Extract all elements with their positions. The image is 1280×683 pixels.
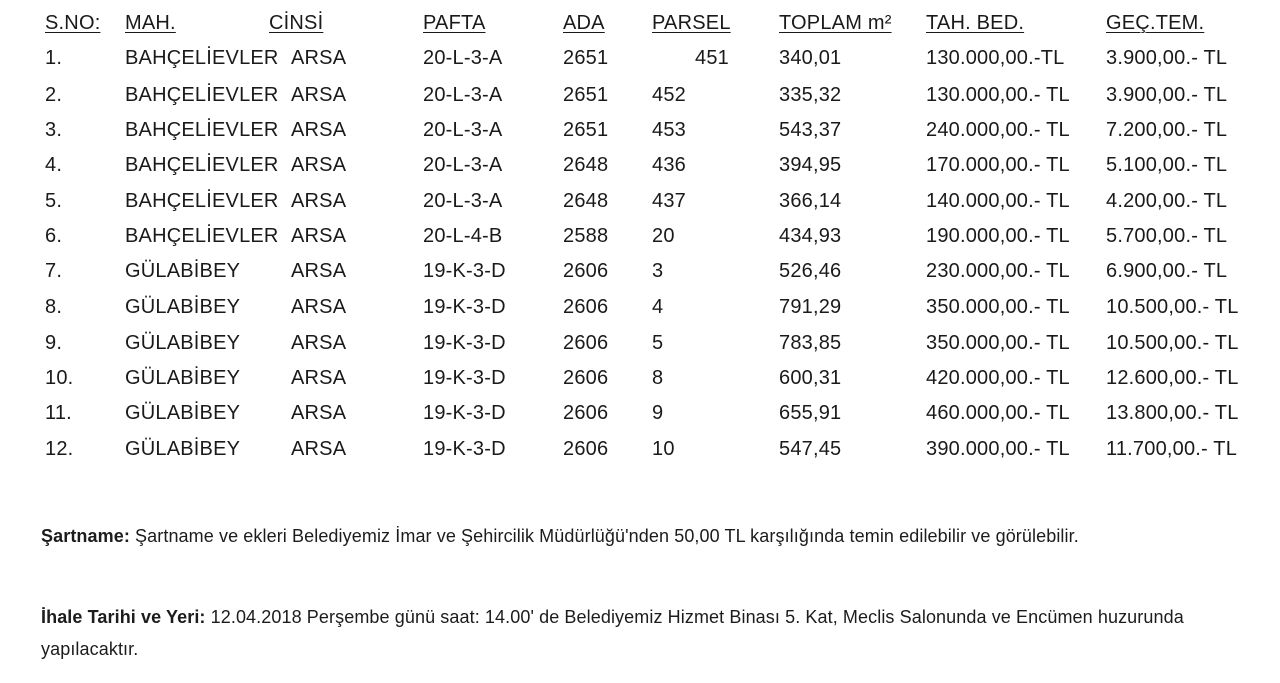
cell-gec-tem: 10.500,00.- TL <box>1106 332 1239 354</box>
cell-toplam: 600,31 <box>779 367 842 389</box>
cell-pafta: 20-L-4-B <box>423 225 503 247</box>
cell-toplam: 547,45 <box>779 438 842 460</box>
header-sno: S.NO: <box>45 12 101 34</box>
cell-tah-bed: 130.000,00.-TL <box>926 47 1065 69</box>
cell-mah: BAHÇELİEVLER <box>125 47 279 69</box>
cell-cinsi: ARSA <box>291 332 347 354</box>
cell-cinsi: ARSA <box>291 84 347 106</box>
cell-toplam: 783,85 <box>779 332 842 354</box>
cell-sno: 2. <box>45 84 63 106</box>
cell-parsel: 436 <box>652 154 686 176</box>
cell-toplam: 335,32 <box>779 84 842 106</box>
cell-toplam: 791,29 <box>779 296 842 318</box>
cell-parsel: 4 <box>652 296 664 318</box>
cell-ada: 2606 <box>563 367 609 389</box>
cell-sno: 3. <box>45 119 63 141</box>
cell-gec-tem: 11.700,00.- TL <box>1106 438 1238 460</box>
cell-mah: BAHÇELİEVLER <box>125 225 279 247</box>
sartname-label: Şartname: <box>41 526 130 546</box>
cell-ada: 2606 <box>563 296 609 318</box>
cell-sno: 12. <box>45 438 74 460</box>
ihale-label: İhale Tarihi ve Yeri: <box>41 607 206 627</box>
cell-cinsi: ARSA <box>291 296 347 318</box>
cell-sno: 1. <box>45 47 63 69</box>
header-cinsi: CİNSİ <box>269 12 324 34</box>
cell-gec-tem: 13.800,00.- TL <box>1106 402 1239 424</box>
table-header <box>0 6 1280 40</box>
cell-ada: 2648 <box>563 154 609 176</box>
cell-pafta: 19-K-3-D <box>423 402 506 424</box>
cell-parsel: 3 <box>652 260 664 282</box>
cell-toplam: 434,93 <box>779 225 842 247</box>
cell-sno: 5. <box>45 190 63 212</box>
cell-mah: BAHÇELİEVLER <box>125 84 279 106</box>
cell-pafta: 19-K-3-D <box>423 438 506 460</box>
cell-toplam: 366,14 <box>779 190 842 212</box>
cell-sno: 7. <box>45 260 63 282</box>
cell-ada: 2651 <box>563 119 609 141</box>
header-mah: MAH. <box>125 12 176 34</box>
cell-tah-bed: 350.000,00.- TL <box>926 296 1070 318</box>
table-row <box>0 113 1280 147</box>
cell-ada: 2648 <box>563 190 609 212</box>
ihale-paragraph <box>41 601 1231 665</box>
table-row <box>0 148 1280 182</box>
cell-mah: GÜLABİBEY <box>125 296 241 318</box>
header-pafta: PAFTA <box>423 12 486 34</box>
sartname-text: Şartname ve ekleri Belediyemiz İmar ve Şehircilik Müdürlüğü'nden 50,00 TL karşılığında temin edilebilir ve görülebilir. <box>129 526 1079 546</box>
cell-tah-bed: 240.000,00.- TL <box>926 119 1070 141</box>
cell-cinsi: ARSA <box>291 367 347 389</box>
cell-parsel: 5 <box>652 332 664 354</box>
cell-parsel: 10 <box>652 438 675 460</box>
cell-toplam: 340,01 <box>779 47 842 69</box>
cell-parsel: 20 <box>652 225 675 247</box>
cell-pafta: 20-L-3-A <box>423 154 503 176</box>
sartname-paragraph <box>41 520 1231 552</box>
cell-mah: GÜLABİBEY <box>125 402 241 424</box>
cell-gec-tem: 3.900,00.- TL <box>1106 84 1228 106</box>
cell-mah: GÜLABİBEY <box>125 260 241 282</box>
header-parsel: PARSEL <box>652 12 731 34</box>
cell-cinsi: ARSA <box>291 260 347 282</box>
cell-sno: 9. <box>45 332 63 354</box>
table-row <box>0 78 1280 112</box>
cell-gec-tem: 12.600,00.- TL <box>1106 367 1239 389</box>
cell-cinsi: ARSA <box>291 119 347 141</box>
header-tah-bed: TAH. BED. <box>926 12 1025 34</box>
cell-mah: BAHÇELİEVLER <box>125 190 279 212</box>
cell-mah: BAHÇELİEVLER <box>125 154 279 176</box>
cell-toplam: 394,95 <box>779 154 842 176</box>
cell-pafta: 19-K-3-D <box>423 367 506 389</box>
cell-ada: 2606 <box>563 260 609 282</box>
cell-pafta: 19-K-3-D <box>423 332 506 354</box>
cell-ada: 2651 <box>563 84 609 106</box>
cell-ada: 2651 <box>563 47 609 69</box>
cell-sno: 4. <box>45 154 63 176</box>
cell-cinsi: ARSA <box>291 225 347 247</box>
cell-tah-bed: 420.000,00.- TL <box>926 367 1070 389</box>
table-row <box>0 432 1280 466</box>
cell-gec-tem: 4.200,00.- TL <box>1106 190 1228 212</box>
cell-toplam: 543,37 <box>779 119 842 141</box>
cell-parsel: 452 <box>652 84 686 106</box>
cell-tah-bed: 460.000,00.- TL <box>926 402 1070 424</box>
cell-mah: BAHÇELİEVLER <box>125 119 279 141</box>
cell-sno: 10. <box>45 367 74 389</box>
cell-pafta: 19-K-3-D <box>423 260 506 282</box>
cell-ada: 2606 <box>563 402 609 424</box>
table-row <box>0 290 1280 324</box>
header-ada: ADA <box>563 12 605 34</box>
cell-parsel: 8 <box>652 367 664 389</box>
cell-mah: GÜLABİBEY <box>125 332 241 354</box>
cell-sno: 6. <box>45 225 63 247</box>
cell-toplam: 655,91 <box>779 402 842 424</box>
cell-cinsi: ARSA <box>291 47 347 69</box>
cell-gec-tem: 6.900,00.- TL <box>1106 260 1228 282</box>
cell-cinsi: ARSA <box>291 438 347 460</box>
cell-cinsi: ARSA <box>291 402 347 424</box>
cell-mah: GÜLABİBEY <box>125 438 241 460</box>
cell-tah-bed: 350.000,00.- TL <box>926 332 1070 354</box>
cell-cinsi: ARSA <box>291 154 347 176</box>
cell-ada: 2588 <box>563 225 609 247</box>
cell-gec-tem: 7.200,00.- TL <box>1106 119 1228 141</box>
table-row <box>0 396 1280 430</box>
cell-tah-bed: 230.000,00.- TL <box>926 260 1070 282</box>
table-row <box>0 41 1280 75</box>
cell-tah-bed: 170.000,00.- TL <box>926 154 1070 176</box>
cell-sno: 11. <box>45 402 72 424</box>
cell-parsel: 451 <box>695 47 729 69</box>
cell-pafta: 19-K-3-D <box>423 296 506 318</box>
table-row <box>0 254 1280 288</box>
cell-parsel: 9 <box>652 402 664 424</box>
table-row <box>0 361 1280 395</box>
cell-ada: 2606 <box>563 438 609 460</box>
table-row <box>0 184 1280 218</box>
cell-tah-bed: 390.000,00.- TL <box>926 438 1070 460</box>
cell-tah-bed: 190.000,00.- TL <box>926 225 1070 247</box>
table-row <box>0 326 1280 360</box>
cell-ada: 2606 <box>563 332 609 354</box>
cell-pafta: 20-L-3-A <box>423 119 503 141</box>
ihale-text: 12.04.2018 Perşembe günü saat: 14.00' de Belediyemiz Hizmet Binası 5. Kat, Meclis Salonunda ve Encümen huzurunda yapılacaktır. <box>41 607 1184 659</box>
cell-cinsi: ARSA <box>291 190 347 212</box>
cell-parsel: 437 <box>652 190 686 212</box>
cell-mah: GÜLABİBEY <box>125 367 241 389</box>
cell-tah-bed: 130.000,00.- TL <box>926 84 1070 106</box>
header-gec-tem: GEÇ.TEM. <box>1106 12 1205 34</box>
cell-gec-tem: 10.500,00.- TL <box>1106 296 1239 318</box>
cell-pafta: 20-L-3-A <box>423 190 503 212</box>
header-toplam: TOPLAM m² <box>779 12 892 34</box>
cell-pafta: 20-L-3-A <box>423 84 503 106</box>
cell-gec-tem: 5.700,00.- TL <box>1106 225 1228 247</box>
cell-gec-tem: 5.100,00.- TL <box>1106 154 1228 176</box>
cell-pafta: 20-L-3-A <box>423 47 503 69</box>
cell-sno: 8. <box>45 296 63 318</box>
cell-toplam: 526,46 <box>779 260 842 282</box>
table-row <box>0 219 1280 253</box>
cell-parsel: 453 <box>652 119 686 141</box>
cell-tah-bed: 140.000,00.- TL <box>926 190 1070 212</box>
cell-gec-tem: 3.900,00.- TL <box>1106 47 1228 69</box>
